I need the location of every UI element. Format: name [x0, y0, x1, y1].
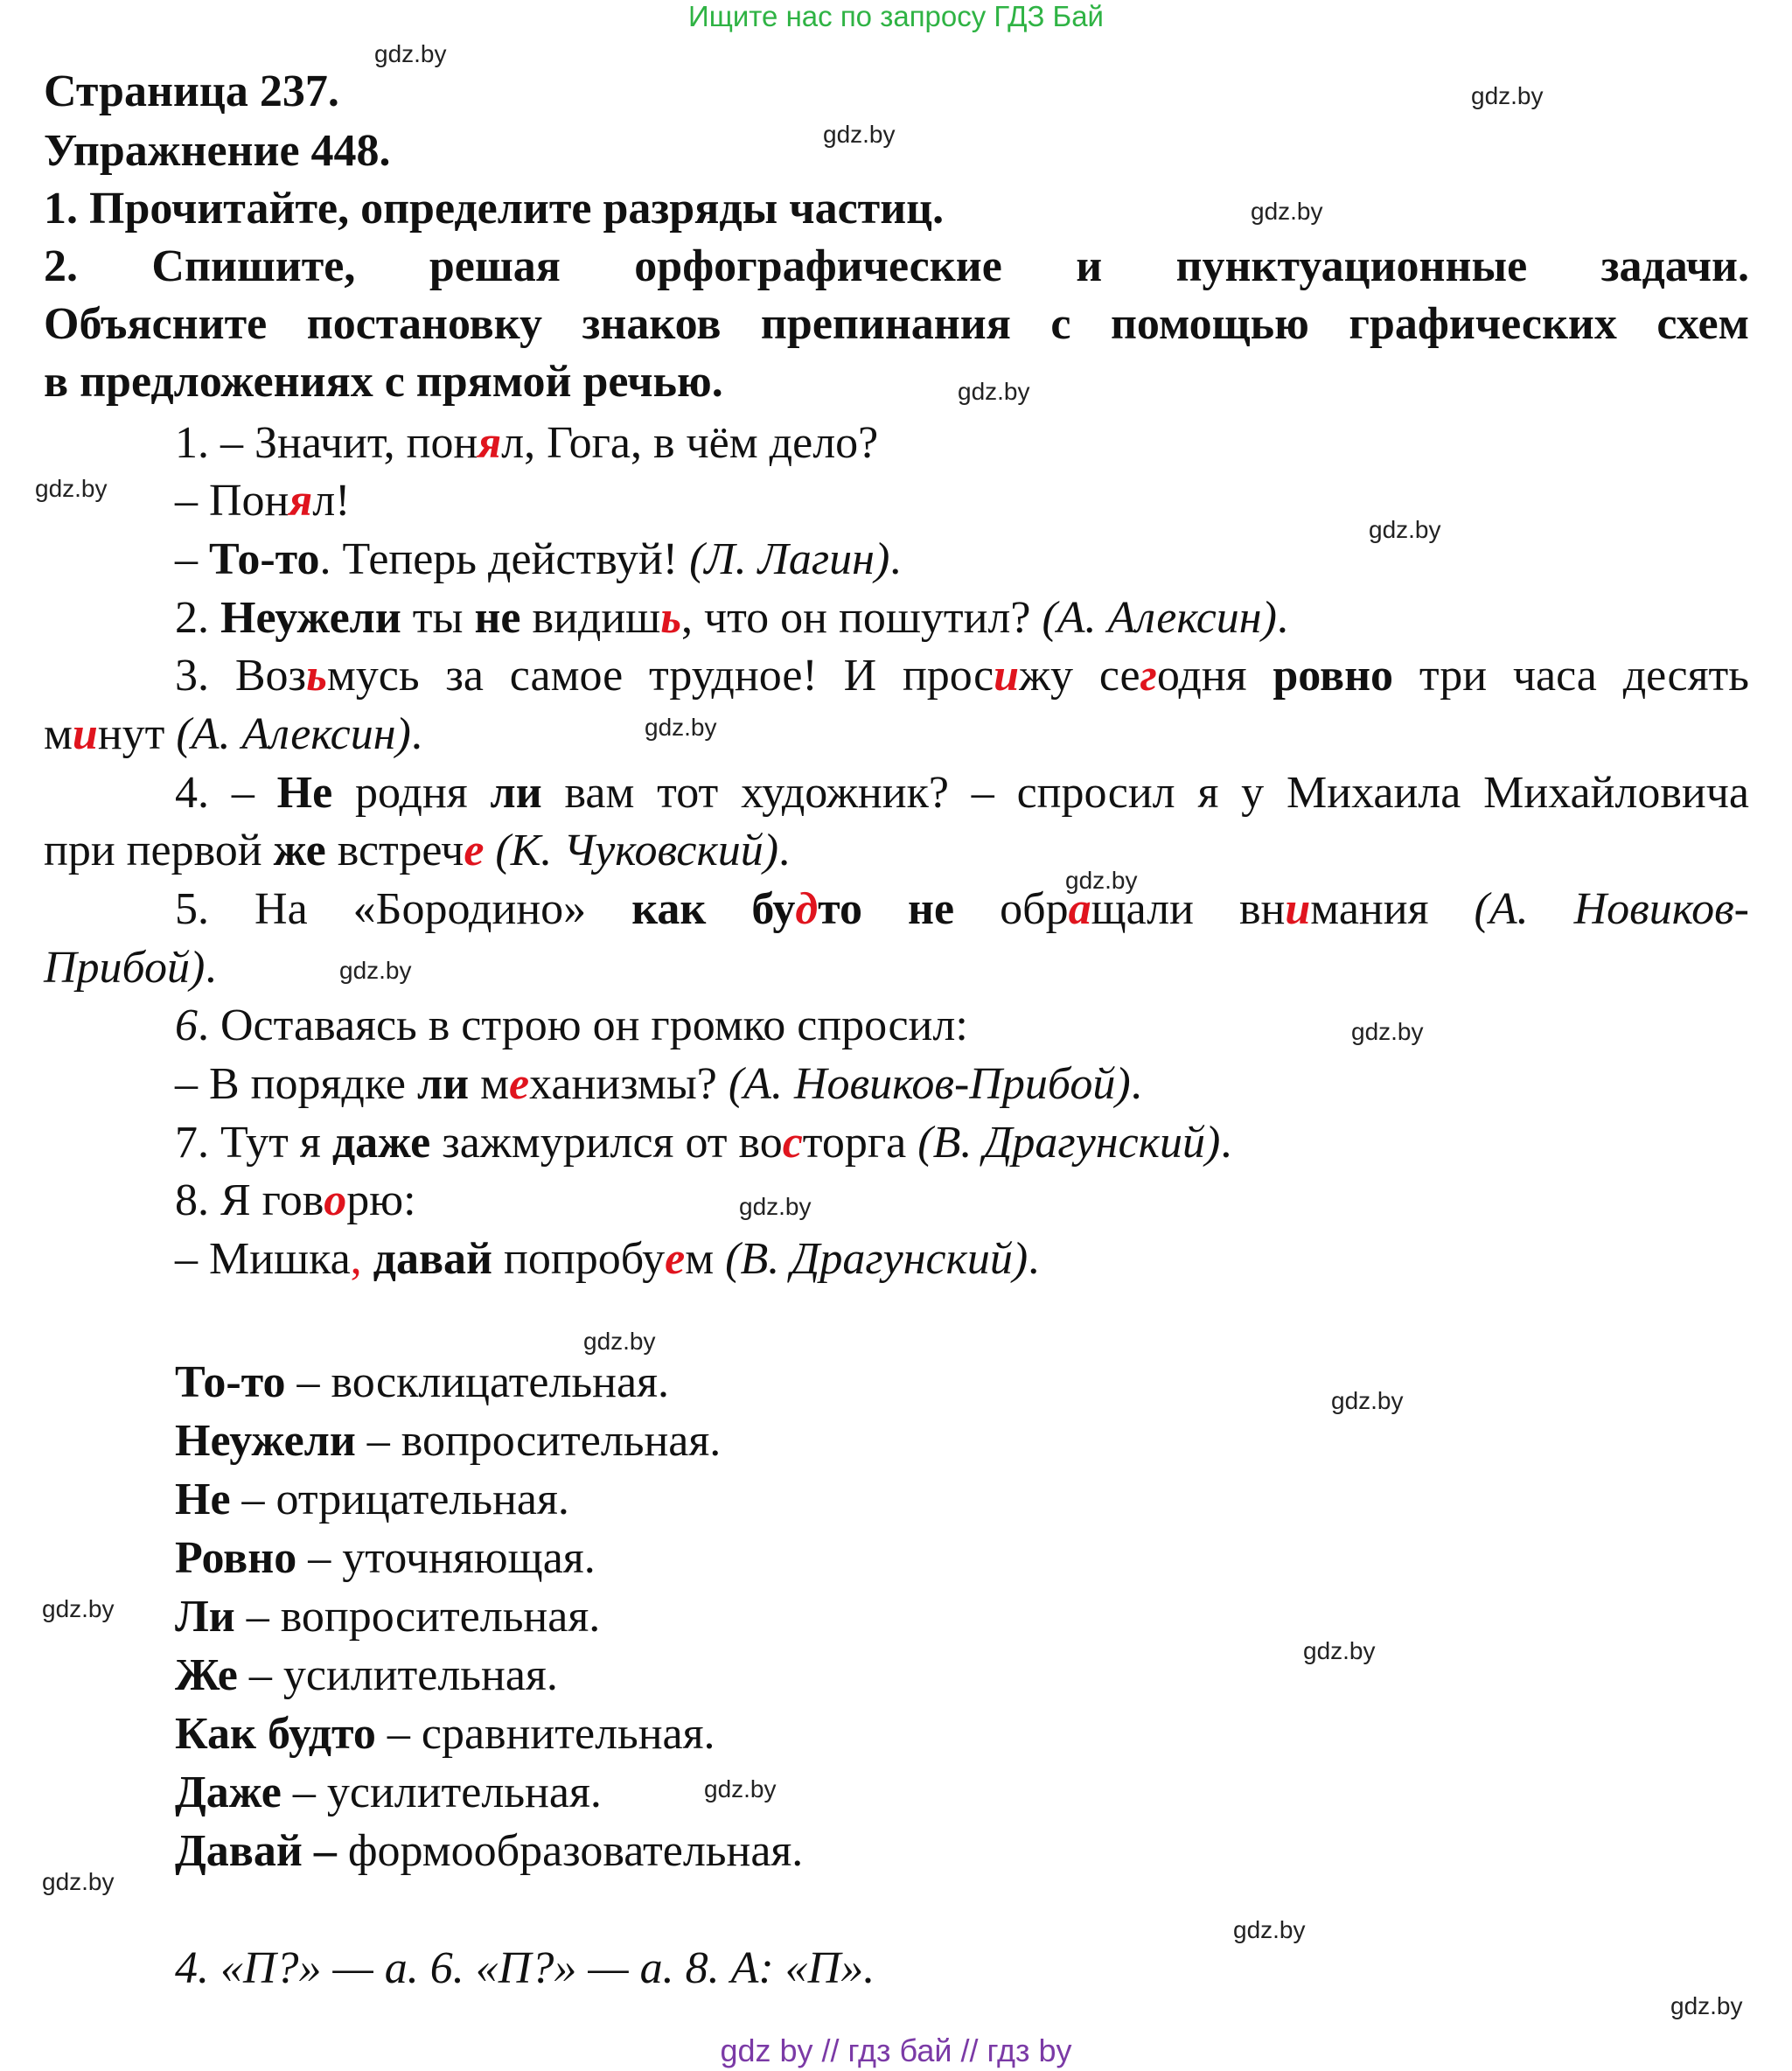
- particle-word: Ровно: [175, 1533, 297, 1583]
- particle-row: [175, 1588, 600, 1646]
- task-2-line-2: Объясните постановку знаков препинания с помощью графических схем: [44, 299, 1749, 349]
- particle-category: – вопросительная.: [234, 1592, 601, 1642]
- sentence-1-line-2: – Понял!: [175, 476, 351, 526]
- watermark: gdz.by: [739, 1193, 812, 1220]
- watermark: gdz.by: [958, 378, 1030, 405]
- author: (А. Алексин): [176, 709, 411, 759]
- particle-category: – вопросительная.: [355, 1416, 722, 1466]
- author: (А. Алексин): [1042, 593, 1277, 643]
- particle-category: – уточняющая.: [296, 1533, 596, 1583]
- task-1: 1. Прочитайте, определите разряды частиц.: [44, 184, 945, 234]
- author: (А. Новиков-Прибой): [728, 1059, 1131, 1109]
- sentence-6-line-2: – В порядке ли механизмы? (А. Новиков-Прибой).: [175, 1059, 1142, 1109]
- watermark: gdz.by: [823, 121, 896, 148]
- sentence-1-line-1: 1. – Значит, понял, Гога, в чём дело?: [175, 418, 879, 468]
- particle-category: – отрицательная.: [230, 1475, 569, 1524]
- watermark: gdz.by: [1303, 1637, 1376, 1664]
- author: (В. Драгунский): [917, 1118, 1221, 1168]
- particle: То-то: [209, 534, 320, 584]
- particle-row: [175, 1764, 602, 1822]
- sentence-4-line-2: при первой же встрече (К. Чуковский).: [44, 826, 791, 875]
- particle-word: Неужели: [175, 1416, 356, 1466]
- particle-row: [175, 1823, 803, 1880]
- sentence-1-line-3: – То-то. Теперь действуй! (Л. Лагин).: [175, 534, 902, 584]
- particle-row: [175, 1354, 669, 1412]
- watermark: gdz.by: [339, 957, 412, 984]
- particle-row: [175, 1647, 558, 1705]
- particle-category: – восклицательная.: [285, 1357, 670, 1407]
- particle-category: – усилительная.: [237, 1650, 558, 1700]
- spelling-fix: я: [478, 418, 502, 468]
- watermark: gdz.by: [374, 40, 447, 67]
- particle-word: Как будто: [175, 1709, 376, 1759]
- particle-row: [175, 1530, 596, 1587]
- author: Прибой): [44, 943, 206, 993]
- particle-word: То-то: [175, 1357, 286, 1407]
- sentence-6-line-1: 6. Оставаясь в строю он громко спросил:: [175, 1001, 968, 1050]
- particle-category: формообразовательная.: [336, 1826, 804, 1876]
- particle-category: – усилительная.: [281, 1768, 602, 1817]
- sentence-4-line-1: 4. – Не родня ли вам тот художник? – спросил я у Михаила Михайловича: [175, 768, 1749, 818]
- spelling-fix: я: [289, 476, 313, 526]
- particle-word: Не: [175, 1475, 231, 1524]
- page-title: Страница 237.: [44, 66, 339, 116]
- sentence-5-line-2: Прибой).: [44, 943, 217, 993]
- task-2-line-1: 2. Спишите, решая орфографические и пунктуационные задачи.: [44, 241, 1749, 291]
- sentence-8-line-1: 8. Я говорю:: [175, 1175, 416, 1225]
- watermark: gdz.by: [35, 475, 108, 502]
- sentence-7: 7. Тут я даже зажмурился от восторга (В. Драгунский).: [175, 1118, 1232, 1168]
- sentence-2: 2. Неужели ты не видишь, что он пошутил? (А. Алексин).: [175, 593, 1288, 643]
- sentence-3-line-1: 3. Возьмусь за самое трудное! И просижу сегодня ровно три часа десять: [175, 651, 1749, 701]
- watermark: gdz.by: [583, 1328, 656, 1355]
- exercise-title: Упражнение 448.: [44, 126, 391, 176]
- particle-word: Давай –: [175, 1826, 337, 1876]
- watermark: gdz.by: [42, 1868, 115, 1895]
- sentence-8-line-2: – Мишка, давай попробуем (В. Драгунский).: [175, 1234, 1040, 1284]
- particle-row: [175, 1471, 569, 1529]
- sentence-5-line-1: 5. На «Бородино» как будто не обращали внимания (А. Новиков-: [175, 884, 1749, 934]
- watermark: gdz.by: [1233, 1916, 1306, 1943]
- watermark: gdz.by: [1670, 1992, 1743, 2019]
- particle-word: Даже: [175, 1768, 282, 1817]
- particle-category: – сравнительная.: [375, 1709, 715, 1759]
- watermark: gdz.by: [1351, 1018, 1424, 1045]
- watermark: gdz.by: [704, 1775, 777, 1803]
- watermark: gdz.by: [1331, 1387, 1404, 1414]
- punctuation-fix: ,: [350, 1234, 362, 1284]
- watermark: gdz.by: [1471, 82, 1544, 109]
- author: (А. Новиков-: [1474, 884, 1749, 934]
- particle-word: Ли: [175, 1592, 235, 1642]
- watermark: gdz.by: [1251, 198, 1323, 225]
- watermark: gdz.by: [1065, 867, 1138, 894]
- punctuation-schemes: 4. «П?» — а. 6. «П?» — а. 8. А: «П».: [175, 1943, 875, 1993]
- watermark: gdz.by: [645, 714, 717, 741]
- footer-links[interactable]: gdz by // гдз бай // гдз by: [720, 2033, 1072, 2068]
- task-2-line-3: в предложениях с прямой речью.: [44, 357, 723, 407]
- particle-word: Же: [175, 1650, 238, 1700]
- author: (В. Драгунский): [725, 1234, 1028, 1284]
- author: (К. Чуковский): [495, 826, 779, 875]
- watermark: gdz.by: [1369, 516, 1441, 543]
- watermark: gdz.by: [42, 1595, 115, 1622]
- top-banner[interactable]: Ищите нас по запросу ГДЗ Бай: [688, 0, 1104, 32]
- author: (Л. Лагин): [689, 534, 890, 584]
- sentence-3-line-2: минут (А. Алексин).: [44, 709, 422, 759]
- particle-row: [175, 1705, 715, 1763]
- particle-row: [175, 1412, 721, 1470]
